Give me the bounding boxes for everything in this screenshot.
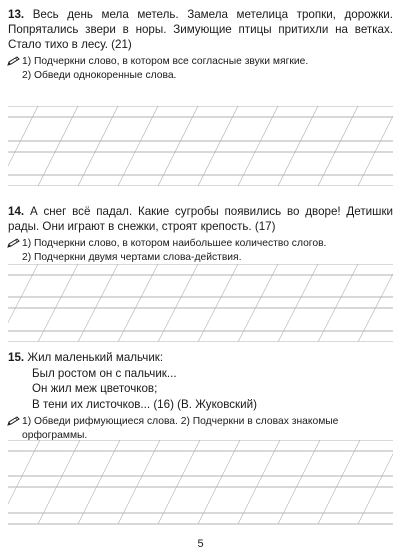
writing-grid-15: [8, 440, 393, 526]
writing-lines-14[interactable]: [8, 264, 393, 342]
exercise-13-task-1: 1) Подчеркни слово, в котором все согласные звуки мягкие.: [22, 56, 309, 67]
exercise-15-poem: [8, 350, 393, 412]
writing-lines-15[interactable]: [8, 440, 393, 526]
exercise-15-number: 15.: [8, 351, 25, 364]
writing-lines-13[interactable]: [8, 106, 393, 186]
poem-line-3: Он жил меж цветочков;: [32, 382, 158, 396]
writing-grid-14: [8, 264, 393, 342]
exercise-15-task-1: 1) Обведи рифмующиеся слова. 2) Подчеркни в словах знакомые орфограммы.: [22, 416, 339, 442]
pencil-icon: [7, 416, 20, 426]
writing-grid-13: [8, 106, 393, 186]
page-number: 5: [197, 538, 204, 550]
poem-line-1: [8, 350, 393, 366]
poem-line-4: В тени их листочков... (16) (В. Жуковский): [32, 397, 257, 411]
exercise-14-task-2: 2) Подчеркни двумя чертами слова-действия.: [22, 252, 242, 263]
exercise-14-number: 14.: [8, 205, 25, 218]
exercise-13-tasks: [8, 55, 393, 83]
exercise-13: [8, 7, 393, 83]
exercise-13-text: [8, 7, 393, 52]
exercise-13-body: Весь день мела метель. Замела метелица тропки, дорожки. Попрятались звери в норы. Зимующие птицы притихли на ветках. Стало тихо в лесу. (21): [8, 8, 393, 51]
exercise-14: [8, 204, 393, 265]
exercise-15: [8, 350, 393, 443]
exercise-13-number: 13.: [8, 8, 25, 21]
pencil-icon: [7, 56, 20, 66]
poem-line-1-text: Жил маленький мальчик:: [27, 351, 164, 364]
pencil-icon: [7, 238, 20, 248]
poem-line-2: Был ростом он с пальчик...: [32, 366, 177, 380]
exercise-14-body: А снег всё падал. Какие сугробы появились во дворе! Детишки рады. Они играют в снежки, строят крепость. (17): [8, 205, 393, 233]
exercise-14-task-1: 1) Подчеркни слово, в котором наибольшее количество слогов.: [22, 238, 327, 249]
exercise-14-tasks: [8, 237, 393, 265]
exercise-13-task-2: 2) Обведи однокоренные слова.: [22, 70, 177, 81]
exercise-14-text: [8, 204, 393, 234]
